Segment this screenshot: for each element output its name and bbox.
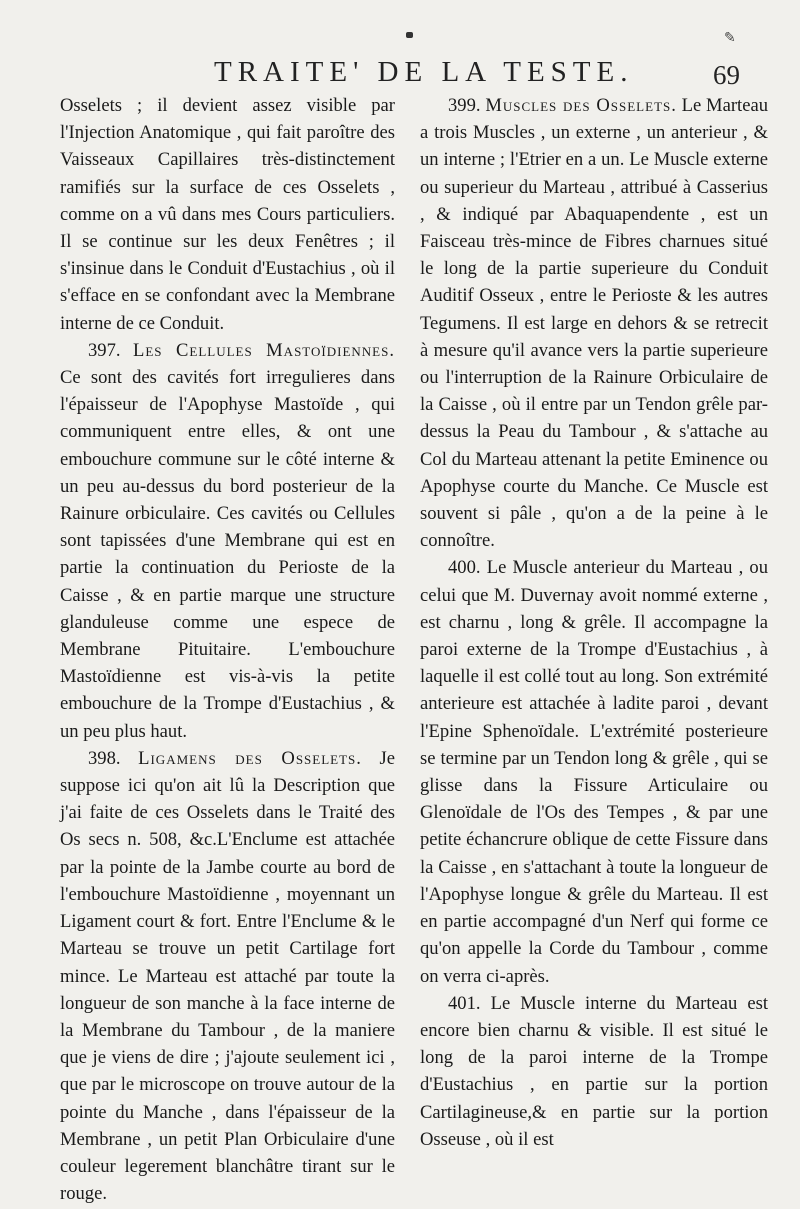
paragraph-text: Le Marteau a trois Muscles , un externe , un anterieur , & un interne ; l'Etrier en a un. Le Muscle externe ou superieur du Marteau , attribué à Casserius , & indiqué par Abaquapendente , est un Faisceau très-mince de Fibres charnues situé le long de la partie superieure du Conduit Auditif Osseux , entre le Perioste & les autres Tegumens. Il est large en dehors & se retrecit à mesure qu'il avance vers la partie superieure ou l'interruption de la Rainure Orbiculaire de la Caisse , où il entre par un Tendon grêle par-dessus la Peau du Tambour , & s'attache au Col du Marteau attenant la petite Eminence ou Apophyse courte du Manche. Ce Muscle est souvent si pâle , qu'on a de la peine à le connoître. — [420, 95, 768, 552]
page-number: 69 — [713, 60, 740, 90]
paragraph-continuation: Osselets ; il devient assez visible par l'Injection Anatomique , qui fait paroître des Vaisseaux Capillaires très-distinctement ramifiés sur la surface de ces Osselets , comme on a vû dans mes Cours particuliers. Il se continue sur les deux Fenêtres ; il s'insinue dans le Conduit d'Eustachius , où il s'efface en se confondant avec la Membrane interne de ce Conduit. — [60, 95, 395, 334]
page-corner-mark: ✎ — [724, 31, 736, 46]
paragraph-text: Ce sont des cavités fort irregulieres dans l'épaisseur de l'Apophyse Mastoïde , qui communiquent entre elles, & ont une embouchure commune sur le côté interne & un peu au-dessus du bord posterieur de la Rainure orbiculaire. Ces cavités ou Cellules sont tapissées d'une Membrane qui est en partie la continuation du Perioste de la Caisse , & en partie marque une structure glanduleuse comme une espece de Membrane Pituitaire. L'embouchure Mastoïdienne est vis-à-vis la petite embouchure de la Trompe d'Eustachius , & un peu plus haut. — [60, 367, 395, 742]
left-column — [60, 92, 395, 1207]
paragraph-401: 401. Le Muscle interne du Marteau est encore bien charnu & visible. Il est situé le long de la paroi interne de la Trompe d'Eustachius , en partie sur la portion Cartilagineuse,& en partie sur la portion Osseuse , où il est — [420, 992, 768, 1150]
right-column — [420, 92, 768, 1153]
section-heading: Ligamens des Osselets. — [138, 747, 362, 769]
section-heading: Les Cellules Mastoïdiennes. — [133, 339, 395, 361]
paragraph-text: Je suppose ici qu'on ait lû la Description que j'ai faite de ces Osselets dans le Traité des Os secs n. 508, &c.L'Enclume est attachée par la pointe de la Jambe courte au bord de l'embouchure Mastoïdienne , moyennant un Ligament court & fort. Entre l'Enclume & le Marteau se trouve un petit Cartilage fort mince. Le Marteau est attaché par toute la longueur de son manche à la face interne de la Membrane du Tambour , de la maniere que je viens de dire ; j'ajoute seulement ici , que par le microscope on trouve autour de la pointe du Manche , dans l'épaisseur de la Membrane , un petit Plan Orbiculaire d'une couleur legerement blanchâtre tirant sur le rouge. — [60, 747, 396, 1205]
paragraph-number: 398. — [88, 747, 121, 769]
paragraph-number: 397. — [88, 339, 121, 361]
paragraph-398 — [60, 745, 395, 1207]
paragraph-400: 400. Le Muscle anterieur du Marteau , ou celui que M. Duvernay avoit nommé externe , est charnu , long & grêle. Il accompagne la paroi externe de la Trompe d'Eustachius , à laquelle il est collé tout au long. Son extrémité anterieure est attachée à ladite paroi , devant l'Epine Sphenoïdale. L'extrémité posterieure se termine par un Tendon long & grêle , qui se glisse dans la Fissure Articulaire ou Glenoïdale de l'Os des Tempes , & par une petite échancrure oblique de cette Fissure dans la Caisse , en s'attachant à toute la longueur de l'Apophyse longue & grêle du Marteau. Il est en partie accompagné d'un Nerf qui forme ce qu'on appelle la Corde du Tambour , comme on verra ci-après. — [420, 557, 768, 987]
paragraph-number: 399. — [448, 95, 481, 116]
paragraph-399 — [420, 92, 768, 554]
running-title: TRAITE' DE LA TESTE. — [214, 56, 634, 88]
paragraph-397 — [60, 337, 395, 745]
ink-spot — [406, 32, 413, 38]
section-heading: Muscles des Osselets. — [485, 95, 677, 116]
